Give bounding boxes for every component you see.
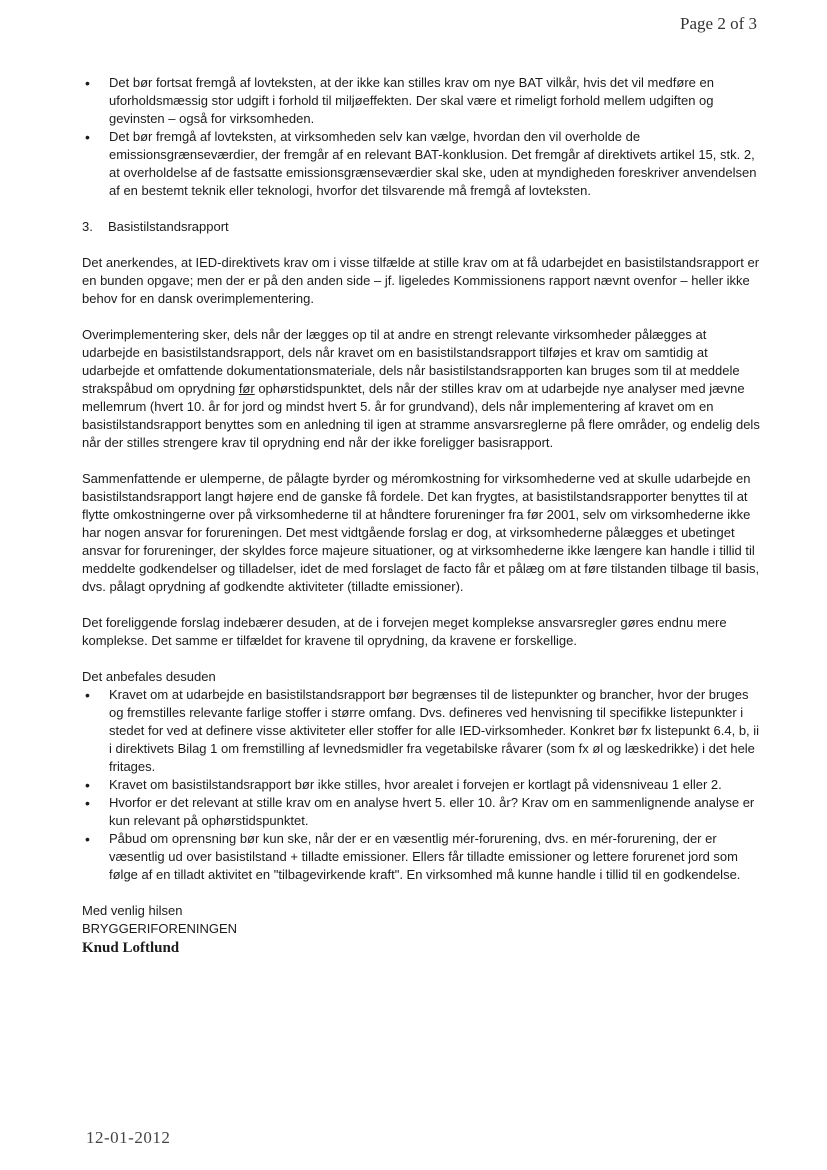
section-heading [82,218,762,236]
section-title: Basistilstandsrapport [108,219,229,234]
letter-body [82,74,762,958]
section-number: 3. [82,219,93,234]
list-item: • Hvorfor er det relevant at stille krav om en analyse hvert 5. eller 10. år? Krav om en sammenlignende analyse er kun relevant på ophørstidspunktet. [82,794,762,830]
date-stamp: 12-01-2012 [86,1128,171,1147]
paragraph-overimplementation [82,326,762,452]
paragraph-summary: Sammenfattende er ulemperne, de pålagte byrder og méromkostning for virksomhederne ved at skulle udarbejde en basistilstandsrapport langt højere end de ganske få fordele. Det kan frygtes, at basistilstandsrapporter benyttes til at flytte omkostningerne over på virksomhederne til at håndtere forureninger fra før 2001, selv om virksomhederne ikke har nogen ansvar for forureningen. Det mest vidtgående forslag er dog, at virksomhederne pålægges et ubetinget ansvar for forureninger, der skyldes force majeure situationer, og at virksomhederne ikke længere kan handle i tillid til meddelte godkendelser og tilladelser, idet de med forslaget de facto får et pålæg om at føre tilstanden tilbage til basis, dvs. pålagt oprydning af godkendte aktiviteter (tilladte emissioner). [82,471,760,594]
list-item: • Påbud om oprensning bør kun ske, når der er en væsentlig mér-forurening, dvs. en mér-forurening, der er væsentlig ud over basistilstand + tilladte emissioner. Ellers får tilladte emissioner og lettere forurenet jord som følge af en tilladt aktivitet en "tilbagevirkende kraft". En virksomhed må kunne handle i tillid til en godkendelse. [82,830,762,884]
recommend-bullet-list [82,686,762,884]
paragraph-complexity: Det foreliggende forslag indebærer desuden, at de i forvejen meget komplekse ansvarsregler gøres endnu mere komplekse. Det samme er tilfældet for kravene til oprydning, da kravene er forskellige. [82,615,727,648]
signatory-name: Knud Loftlund [82,940,180,956]
recommend-intro: Det anbefales desuden [82,669,216,684]
closing-organization: BRYGGERIFORENINGEN [82,921,238,936]
top-bullet-list [82,74,762,200]
list-item: • Det bør fremgå af lovteksten, at virksomheden selv kan vælge, hvordan den vil overholde de emissionsgrænseværdier, der fremgår af en relevant BAT-konklusion. Det fremgår af direktivets artikel 15, stk. 2, at overholdelse af de fastsatte emissionsgrænseværdier skal ske, uden at myndigheden foreskriver anvendelsen af en bestemt teknik eller teknologi, hvorfor det tilsvarende må fremgå af lovteksten. [82,128,762,200]
page-number: Page 2 of 3 [680,14,757,33]
paragraph-acknowledgement: Det anerkendes, at IED-direktivets krav om i visse tilfælde at stille krav om at få udarbejdet en basistilstandsrapport er en bunden opgave; men der er på den anden side – jf. ligeledes Kommissionens rapport nævnt ovenfor – heller ikke behov for en dansk overimplementering. [82,255,760,306]
list-item: • Kravet om at udarbejde en basistilstandsrapport bør begrænses til de listepunkter og brancher, hvor der bruges og fremstilles relevante farlige stoffer i større omfang. Dvs. defineres ved henvisning til specifikke listepunkter i stedet for ved at definere visse aktiviteter eller stoffer for alle IED-virksomheder. Konkret bør fx listepunkt 6.4, b, ii i direktivets Bilag 1 om fremstilling af levnedsmidler fra vegetabilske råvarer (som fx øl og læskedrikke) i det hele fritages. [82,686,762,776]
list-item: • Kravet om basistilstandsrapport bør ikke stilles, hvor arealet i forvejen er kortlagt på vidensniveau 1 eller 2. [82,776,762,794]
text-segment: Overimplementering sker, dels når der lægges op til at andre en strengt relevante virksomheder pålægges at udarbejde en basistilstandsrapport, dels når kravet om en basistilstandsrapport tilføjes et krav om samtidig at udarbejde et omfattende dokumentationsmateriale, dels når basistilstandsrapporten kan bruges som til at meddele strakspåbud om oprydning [82,327,740,396]
underlined-word: før [238,381,255,396]
text-segment: ophørstidspunktet, dels når der stilles krav om at udarbejde nye analyser med jævne mellemrum (hvert 10. år for jord og mindst hvert 5. år for grundvand), dels når implementering af kravet om en basistilstandsrapport benyttes som en anledning til igen at stramme ansvarsreglerne på flere områder, og endelig dels når der stilles strengere krav til oprydning end når der ikke foreligger basisrapport. [82,381,760,450]
list-item: • Det bør fortsat fremgå af lovteksten, at der ikke kan stilles krav om nye BAT vilkår, hvis det vil medføre en uforholdsmæssig stor udgift i forhold til miljøeffekten. Der skal være et rimeligt forhold mellem udgiften og gevinsten – også for virksomheden. [82,74,762,128]
closing-greeting: Med venlig hilsen [82,903,183,918]
